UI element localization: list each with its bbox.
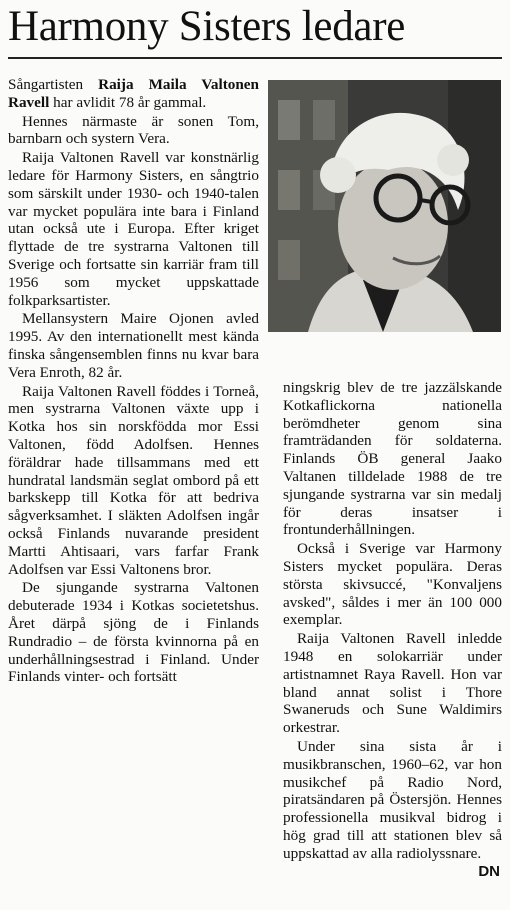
body-paragraph: Hennes närmaste är sonen Tom, barnbarn och systern Vera. <box>8 112 259 148</box>
lead-prefix: Sångartisten <box>8 76 99 93</box>
headline: Harmony Sisters ledare <box>8 3 406 50</box>
headline-rule <box>8 57 502 59</box>
article-column-1 <box>8 76 259 906</box>
body-paragraph: Raija Valtonen Ravell föddes i Torneå, men systrarna Valtonen växte upp i Kotka hos sin norskfödda mor Essi Valtonen, född Adolfsen. Hennes föräldrar hade tillsammans med ett hundratal landsmän seglat ombord på ett barkskepp till Kotka för att bedriva sågverksamhet. I släkten Adolfsen ingår också Finlands nuvarande president Martti Ahtisaari, vars farfar Frank Adolfsen var Essi Valtonens bror. <box>8 382 259 578</box>
body-paragraph: De sjungande systrarna Valtonen debuterade 1934 i Kotkas societetshus. Året därpå sjöng de i Finlands Rundradio – de första kvinnorna på en underhållningsestrad i Finland. Under Finlands vinter- och fortsätt <box>8 579 259 686</box>
body-paragraph: Mellansystern Maire Ojonen avled 1995. Av den internationellt mest kända finska sångensemblen finns nu kvar bara Vera Enroth, 82 år. <box>8 310 259 381</box>
lead-suffix: har avlidit 78 år gammal. <box>49 93 207 111</box>
body-paragraph: ningskrig blev de tre jazzälskande Kotkaflickorna nationella berömdheter genom sina framträdanden för soldaterna. Finlands ÖB general Jaako Valtanen tilldelade 1988 de tre sjungande systrarna var sin medalj för deras insatser i frontunderhållningen. <box>283 379 502 539</box>
deceased-name: Raija Maila Valtonen Ravell <box>8 76 259 111</box>
body-paragraph: Raija Valtonen Ravell inledde 1948 en solokarriär under artistnamnet Raya Ravell. Hon var bland annat solist i Thore Swaneruds och Sune Waldimirs orkestrar. <box>283 630 502 737</box>
body-paragraph-last <box>283 737 502 880</box>
lead-paragraph <box>8 76 259 112</box>
body-paragraph: Raija Valtonen Ravell var konstnärlig ledare för Harmony Sisters, en sångtrio som särskilt under 1930- och 1940-talen var mycket populära inte bara i Finland utan också ute i Europa. Efter kriget flyttade de tre systrarna Valtonen till Sverige och fortsatte sin karriär fram till 1956 som mycket uppskattade folkparksartister. <box>8 149 259 309</box>
byline-signature: DN <box>478 862 500 880</box>
article-column-2 <box>283 379 502 909</box>
portrait-illustration <box>268 80 501 332</box>
portrait-photo <box>268 80 501 332</box>
body-paragraph: Också i Sverige var Harmony Sisters mycket populära. Deras största skivsuccé, "Konvaljens avsked", såldes i mer än 100 000 exemplar. <box>283 540 502 629</box>
closing-text: Under sina sista år i musikbranschen, 1960–62, var hon musikchef på Radio Nord, piratsändaren på Östersjön. Hennes professionella musikval bidrog i hög grad till att stationen blev så uppskattad av alla radiolyssnare. <box>283 737 502 862</box>
